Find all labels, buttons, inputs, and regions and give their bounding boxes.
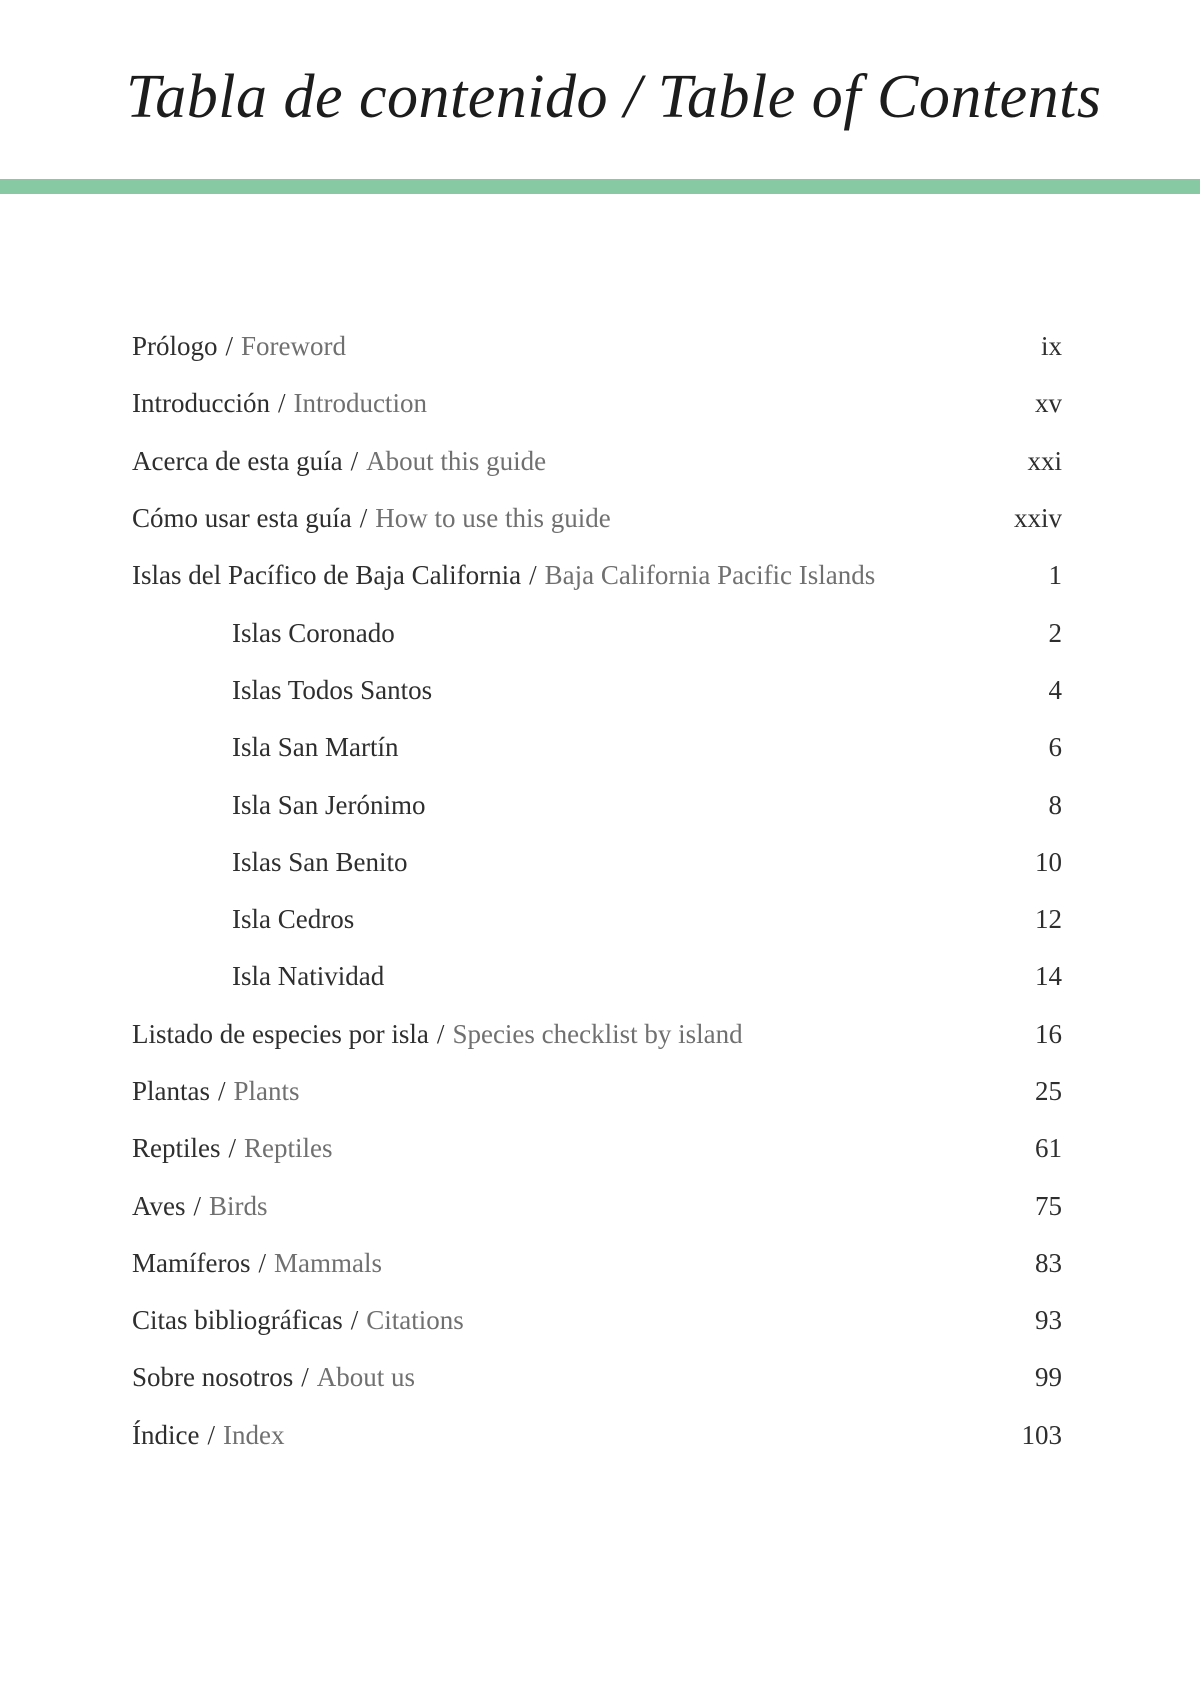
entry-title-en: How to use this guide	[375, 503, 611, 534]
entry-text	[132, 1076, 300, 1107]
entry-page-number: 61	[1035, 1133, 1062, 1164]
toc-entry	[132, 604, 1062, 661]
entry-text	[132, 961, 384, 992]
entry-separator: /	[277, 388, 286, 419]
toc-entry	[132, 662, 1062, 719]
toc-entry	[132, 891, 1062, 948]
entry-text	[132, 675, 432, 706]
entry-title-es: Isla Cedros	[232, 904, 355, 935]
toc-entry	[132, 433, 1062, 490]
toc-entry	[132, 1349, 1062, 1406]
entry-title-es: Islas Todos Santos	[232, 674, 433, 705]
entry-title-es: Acerca de esta guía	[132, 445, 343, 476]
entry-page-number: xxi	[1027, 445, 1062, 476]
toc-entry	[132, 1177, 1062, 1234]
entry-title-en: Reptiles	[244, 1133, 333, 1164]
entry-title-en: About us	[316, 1362, 416, 1393]
entry-text	[132, 446, 546, 477]
entry-text	[132, 618, 395, 649]
toc-entry	[132, 547, 1062, 604]
entry-title-es: Introducción	[132, 388, 270, 419]
entry-separator: /	[350, 445, 359, 476]
entry-text	[132, 732, 398, 763]
entry-text	[132, 388, 427, 419]
page-title: Tabla de contenido / Table of Contents	[126, 63, 1102, 131]
entry-separator: /	[228, 1133, 237, 1164]
entry-separator: /	[207, 1419, 215, 1450]
entry-title-es: Índice	[132, 1419, 200, 1450]
entry-page-number: 83	[1035, 1247, 1062, 1278]
entry-page-number: 2	[1048, 617, 1062, 648]
entry-text	[132, 847, 408, 878]
entry-page-number: 8	[1048, 789, 1062, 820]
toc-entry	[132, 1006, 1062, 1063]
entry-title-en: Plants	[233, 1076, 300, 1106]
entry-page-number: 93	[1035, 1305, 1062, 1336]
entry-text	[132, 560, 875, 591]
toc-entry	[132, 719, 1062, 776]
entry-text	[132, 1420, 284, 1451]
toc-entry	[132, 776, 1062, 833]
entry-separator: /	[193, 1190, 202, 1221]
toc-entry	[132, 1120, 1062, 1177]
entry-page-number: 12	[1035, 904, 1062, 935]
entry-page-number: 4	[1048, 674, 1062, 705]
entry-title-es: Isla San Martín	[232, 732, 399, 763]
entry-separator: /	[350, 1305, 359, 1336]
entry-page-number: 99	[1035, 1362, 1062, 1393]
entry-separator: /	[436, 1018, 445, 1049]
entry-text	[132, 1248, 382, 1279]
entry-page-number: 25	[1035, 1076, 1062, 1106]
entry-separator: /	[258, 1247, 266, 1278]
entry-separator: /	[359, 503, 368, 534]
entry-title-es: Plantas	[132, 1076, 210, 1106]
toc-entry	[132, 490, 1062, 547]
entry-page-number: 10	[1035, 846, 1062, 877]
entry-title-en: Introduction	[293, 388, 427, 419]
entry-title-es: Isla San Jerónimo	[232, 789, 426, 820]
accent-divider-bar	[0, 179, 1200, 194]
entry-text	[132, 1133, 333, 1164]
entry-text	[132, 1019, 743, 1050]
entry-separator: /	[225, 331, 234, 362]
entry-title-es: Sobre nosotros	[132, 1362, 294, 1393]
entry-title-en: Mammals	[273, 1247, 382, 1278]
entry-text	[132, 904, 354, 935]
entry-title-es: Citas bibliográficas	[132, 1305, 343, 1336]
toc-entry	[132, 1235, 1062, 1292]
entry-text	[132, 331, 346, 362]
entry-page-number: 14	[1035, 961, 1062, 992]
entry-title-es: Prólogo	[132, 331, 218, 362]
toc-list	[132, 318, 1062, 1464]
entry-separator: /	[301, 1362, 309, 1393]
entry-title-en: Citations	[366, 1305, 464, 1336]
entry-title-en: Species checklist by island	[452, 1018, 743, 1049]
entry-page-number: 103	[1021, 1419, 1062, 1450]
entry-page-number: 6	[1048, 732, 1062, 763]
entry-text	[132, 1305, 464, 1336]
toc-entry	[132, 834, 1062, 891]
entry-separator: /	[218, 1076, 226, 1106]
entry-page-number: 1	[1048, 560, 1062, 591]
entry-title-en: About this guide	[366, 445, 547, 476]
entry-text	[132, 790, 425, 821]
entry-page-number: ix	[1040, 331, 1062, 362]
entry-title-en: Foreword	[241, 331, 347, 362]
entry-title-en: Birds	[209, 1190, 268, 1221]
entry-title-es: Islas San Benito	[232, 846, 408, 877]
entry-text	[132, 503, 611, 534]
entry-page-number: xv	[1035, 388, 1062, 419]
entry-title-es: Islas Coronado	[232, 617, 395, 648]
entry-page-number: 16	[1035, 1018, 1062, 1049]
entry-title-en: Index	[222, 1419, 285, 1450]
toc-entry	[132, 1292, 1062, 1349]
entry-page-number: xxiv	[1013, 503, 1062, 534]
entry-title-es: Aves	[132, 1190, 186, 1221]
toc-entry	[132, 948, 1062, 1005]
entry-title-es: Reptiles	[132, 1133, 221, 1164]
toc-entry	[132, 1407, 1062, 1464]
entry-title-es: Mamíferos	[132, 1247, 251, 1278]
entry-title-es: Islas del Pacífico de Baja California	[132, 560, 522, 591]
entry-title-es: Cómo usar esta guía	[132, 503, 352, 534]
toc-entry	[132, 375, 1062, 432]
entry-text	[132, 1191, 268, 1222]
entry-page-number: 75	[1035, 1190, 1062, 1221]
toc-entry	[132, 1063, 1062, 1120]
entry-title-es: Isla Natividad	[232, 961, 385, 992]
entry-title-en: Baja California Pacific Islands	[544, 560, 876, 591]
entry-text	[132, 1362, 415, 1393]
entry-separator: /	[529, 560, 537, 591]
toc-entry	[132, 318, 1062, 375]
entry-title-es: Listado de especies por isla	[132, 1018, 429, 1049]
